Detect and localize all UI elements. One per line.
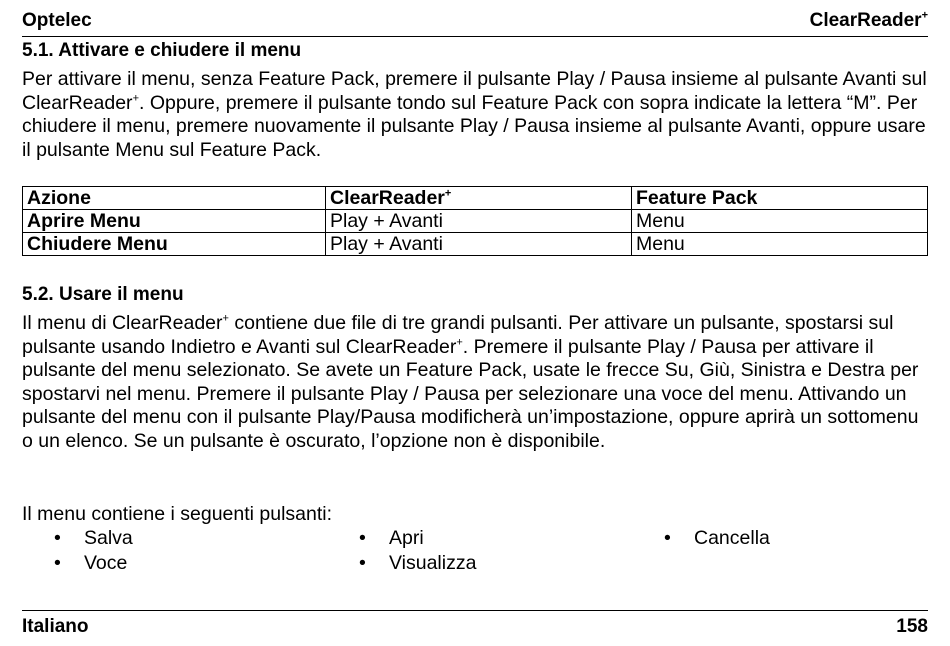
table-cell: Play + Avanti [326, 233, 632, 256]
bullet: • [664, 527, 671, 549]
table-row [23, 210, 928, 233]
footer-language: Italiano [22, 616, 89, 637]
table-header-cell [326, 187, 632, 210]
section-2-text-a: Il menu di ClearReader [22, 312, 223, 334]
list-item-label: Visualizza [389, 552, 477, 574]
table-cell: Chiudere Menu [23, 233, 326, 256]
list-intro: Il menu contiene i seguenti pulsanti: [22, 503, 333, 525]
page-footer [22, 610, 928, 637]
list-item [359, 526, 424, 550]
bullet: • [359, 552, 366, 574]
table-header-row [23, 187, 928, 210]
bullet: • [54, 527, 61, 549]
list-item [54, 526, 133, 550]
table-cell: Play + Avanti [326, 210, 632, 233]
section-2-sup: + [456, 336, 463, 348]
section-1-text-a: Per attivare il menu, senza Feature Pack, premere il pulsante Play / Pausa insieme al pulsante Avanti sul ClearReader [22, 68, 927, 114]
table-header-cell: Azione [23, 187, 326, 210]
table-cell: Menu [632, 233, 928, 256]
menu-actions-table [22, 186, 928, 256]
section-2-paragraph [22, 312, 928, 453]
header-product [810, 10, 928, 32]
bullet: • [54, 552, 61, 574]
section-2-sup: + [222, 312, 229, 325]
list-item-label: Voce [84, 552, 128, 574]
list-item-label: Cancella [694, 527, 770, 549]
table-header-text: ClearReader [330, 187, 445, 209]
bullet: • [359, 527, 366, 549]
list-item-label: Salva [84, 527, 133, 549]
table-row [23, 233, 928, 256]
page-header [22, 10, 928, 37]
list-item [359, 551, 476, 575]
table-cell: Menu [632, 210, 928, 233]
section-1-title: 5.1. Attivare e chiudere il menu [22, 40, 302, 61]
list-item [664, 526, 770, 550]
header-brand: Optelec [22, 10, 92, 31]
table-cell: Aprire Menu [23, 210, 326, 233]
header-product-sup: + [921, 9, 928, 22]
section-2-text-c: . Premere il pulsante Play / Pausa per attivare il pulsante del menu selezionato. Se avete un Feature Pack, usate le frecce Su, Giù, Sinistra e Destra per spostarvi nel menu. Premere il pulsante Play / Pausa per selezionare una voce del menu. Attivando un pulsante del menu con il pulsante Play/Pausa modificherà un’impostazione, oppure aprirà un sottomenu o un elenco. Se un pulsante è oscurato, l’opzione non è disponibile. [22, 335, 919, 452]
section-1-paragraph [22, 68, 928, 162]
section-1-text-b: . Oppure, premere il pulsante tondo sul Feature Pack con sopra indicate la lettera “M”. Per chiudere il menu, premere nuovamente il pulsante Play / Pausa insieme al pulsante Avanti, oppure usare il pulsante Menu sul Feature Pack. [22, 91, 926, 161]
section-2-text-b: contiene due file di tre grandi pulsanti. Per attivare un pulsante, spostarsi sul pulsante usando Indietro e Avanti sul ClearReader [22, 312, 894, 358]
list-item [54, 551, 127, 575]
list-item-label: Apri [389, 527, 424, 549]
header-product-name: ClearReader [809, 10, 922, 31]
section-1-sup: + [132, 92, 139, 104]
table-header-sup: + [444, 187, 452, 200]
document-page [22, 0, 928, 646]
table-header-cell: Feature Pack [632, 187, 928, 210]
page-number: 158 [896, 616, 928, 637]
section-2-title: 5.2. Usare il menu [22, 284, 184, 305]
